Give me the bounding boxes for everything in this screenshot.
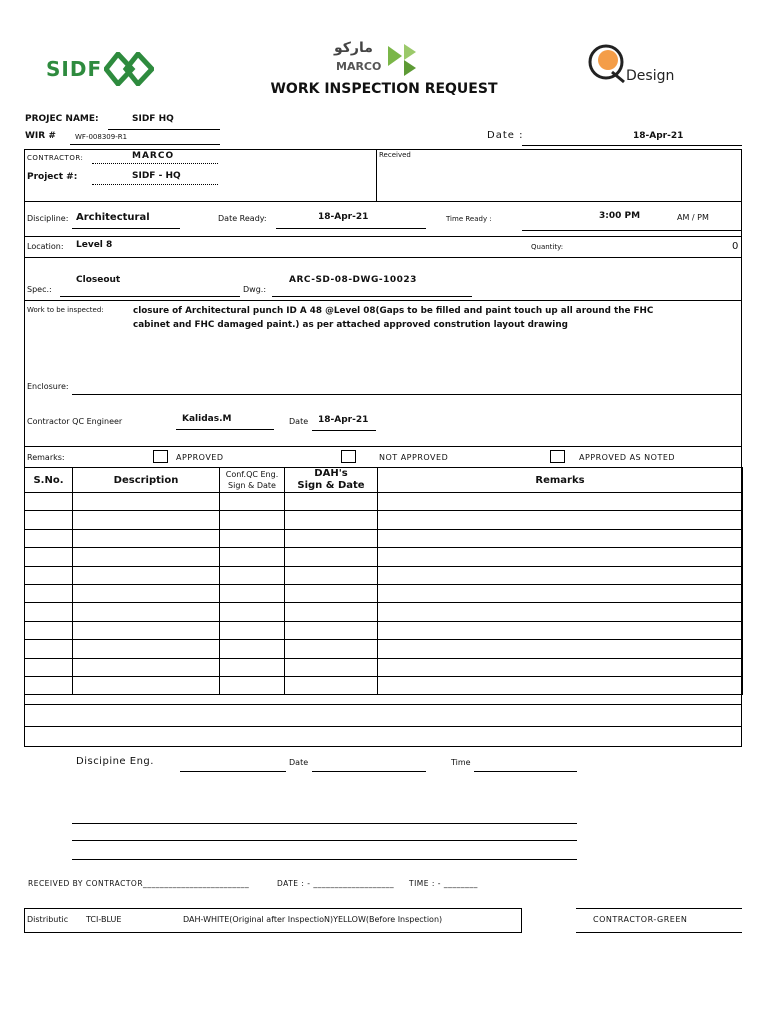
table-cell[interactable] [25,658,73,676]
table-cell[interactable] [220,529,285,547]
time-ready-value: 3:00 PM [599,211,641,221]
qc-engineer-name: Kalidas.M [182,414,232,424]
distribution-tci: TCI-BLUE [86,915,122,924]
table-cell[interactable] [378,529,743,547]
table-cell[interactable] [25,511,73,529]
discipline-value: Architectural [76,212,150,223]
table-cell[interactable] [73,566,220,584]
table-row [25,676,743,694]
distribution-contractor: CONTRACTOR-GREEN [593,915,688,924]
wir-label: WIR # [25,131,56,141]
marco-logo [334,40,424,80]
approved-as-noted-checkbox[interactable] [550,450,565,463]
project-number-value: SIDF - HQ [132,171,181,181]
table-cell[interactable] [73,640,220,658]
signoff-date-label: Date [289,758,309,767]
spec-value: Closeout [76,275,121,285]
table-cell[interactable] [378,493,743,511]
table-cell[interactable] [285,640,378,658]
table-cell[interactable] [378,584,743,602]
table-cell[interactable] [73,548,220,566]
not-approved-label: NOT APPROVED [379,453,449,462]
form-title: WORK INSPECTION REQUEST [270,81,498,97]
col-dah-header [285,468,378,493]
table-cell[interactable] [220,566,285,584]
sidf-logo-text: SIDF [46,57,103,81]
spec-label: Spec.: [27,285,52,294]
table-row [25,584,743,602]
table-header-row [25,468,743,493]
table-cell[interactable] [220,676,285,694]
table-body [25,493,743,695]
received-by-contractor: RECEIVED BY CONTRACTOR_________________________ [28,879,250,888]
remarks-table [24,467,743,695]
table-cell[interactable] [25,548,73,566]
col-remarks-header: Remarks [378,468,743,493]
marco-emblem-icon [384,42,418,78]
table-cell[interactable] [378,658,743,676]
table-cell[interactable] [73,621,220,639]
am-pm-label: AM / PM [677,213,709,222]
qc-engineer-label: Contractor QC Engineer [27,417,123,426]
table-cell[interactable] [220,621,285,639]
discipline-eng-label: Discipine Eng. [76,756,154,767]
received-date: DATE : - ___________________ [277,879,395,888]
table-row [25,603,743,621]
work-description-line1: closure of Architectural punch ID A 48 @Level 08(Gaps to be filled and paint touch up all around the FHC [133,306,654,316]
wir-value: WF-008309-R1 [75,133,128,141]
project-name-label: PROJEC NAME: [25,114,99,124]
quantity-value: 0 [732,241,739,252]
table-cell[interactable] [285,511,378,529]
project-number-label: Project #: [27,172,78,182]
col-sno-header: S.No. [25,468,73,493]
date-ready-label: Date Ready: [218,214,267,223]
qc-date-value: 18-Apr-21 [318,415,369,425]
table-cell[interactable] [220,584,285,602]
table-cell[interactable] [73,676,220,694]
dwg-value: ARC-SD-08-DWG-10023 [289,275,417,285]
table-cell[interactable] [73,584,220,602]
contractor-label: CONTRACTOR: [27,154,84,162]
distribution-dah: DAH-WHITE(Original after InspectioN)YELLOW(Before Inspection) [183,915,443,924]
table-cell[interactable] [285,658,378,676]
remarks-label: Remarks: [27,453,65,462]
table-row [25,493,743,511]
col-conf-qc-line2: Sign & Date [228,481,276,490]
qc-date-label: Date [289,417,309,426]
enclosure-label: Enclosure: [27,382,69,391]
table-cell[interactable] [378,511,743,529]
table-cell[interactable] [285,621,378,639]
col-conf-qc-line1: Conf.QC Eng. [225,470,279,479]
table-row [25,566,743,584]
table-cell[interactable] [378,566,743,584]
table-cell[interactable] [220,511,285,529]
table-cell[interactable] [378,676,743,694]
received-time: TIME : - ________ [409,879,478,888]
project-name-value: SIDF HQ [132,114,174,124]
received-label: Received [379,151,411,159]
table-cell[interactable] [285,603,378,621]
table-cell[interactable] [220,548,285,566]
table-cell[interactable] [285,529,378,547]
table-cell[interactable] [378,640,743,658]
date-label: Date : [487,130,524,141]
table-cell[interactable] [285,493,378,511]
distribution-label: Distributic [27,915,69,924]
table-cell[interactable] [73,493,220,511]
marco-logo-arabic: ماركو [334,40,373,56]
approved-as-noted-label: APPROVED AS NOTED [579,453,676,462]
signoff-time-label: Time [451,758,471,767]
col-dah-line2: Sign & Date [297,480,365,491]
table-row [25,529,743,547]
work-description-line2: cabinet and FHC damaged paint.) as per attached approved constrution layout drawing [133,320,568,330]
col-description-header: Description [73,468,220,493]
col-conf-qc-header [220,468,285,493]
not-approved-checkbox[interactable] [341,450,356,463]
location-label: Location: [27,242,64,251]
contractor-value: MARCO [132,151,175,161]
location-value: Level 8 [76,240,113,250]
table-cell[interactable] [25,640,73,658]
table-row [25,658,743,676]
table-cell[interactable] [73,529,220,547]
table-cell[interactable] [220,603,285,621]
quantity-label: Quantity: [531,243,564,251]
table-cell[interactable] [25,621,73,639]
table-cell[interactable] [25,566,73,584]
date-ready-value: 18-Apr-21 [318,212,369,222]
table-cell[interactable] [73,603,220,621]
table-row [25,548,743,566]
work-label: Work to be inspected: [27,306,104,314]
approved-label: APPROVED [176,453,224,462]
table-cell[interactable] [378,548,743,566]
table-cell[interactable] [220,658,285,676]
table-cell[interactable] [220,493,285,511]
table-cell[interactable] [25,493,73,511]
qdesign-q-icon [586,42,630,86]
dwg-label: Dwg.: [243,285,267,294]
table-cell[interactable] [285,584,378,602]
table-cell[interactable] [378,621,743,639]
table-cell[interactable] [285,676,378,694]
table-row [25,511,743,529]
table-cell[interactable] [220,640,285,658]
table-cell[interactable] [285,548,378,566]
table-cell[interactable] [73,511,220,529]
table-cell[interactable] [378,603,743,621]
table-cell[interactable] [25,584,73,602]
discipline-label: Discipline: [27,214,69,223]
table-cell[interactable] [25,603,73,621]
table-cell[interactable] [285,566,378,584]
marco-logo-text: MARCO [336,60,382,73]
table-cell[interactable] [73,658,220,676]
table-cell[interactable] [25,529,73,547]
qdesign-logo-text: Design [626,68,675,84]
approved-checkbox[interactable] [153,450,168,463]
time-ready-label: Time Ready : [446,215,492,223]
col-dah-line1: DAH's [314,468,348,479]
table-row [25,640,743,658]
date-value: 18-Apr-21 [633,131,684,141]
table-cell[interactable] [25,676,73,694]
table-row [25,621,743,639]
